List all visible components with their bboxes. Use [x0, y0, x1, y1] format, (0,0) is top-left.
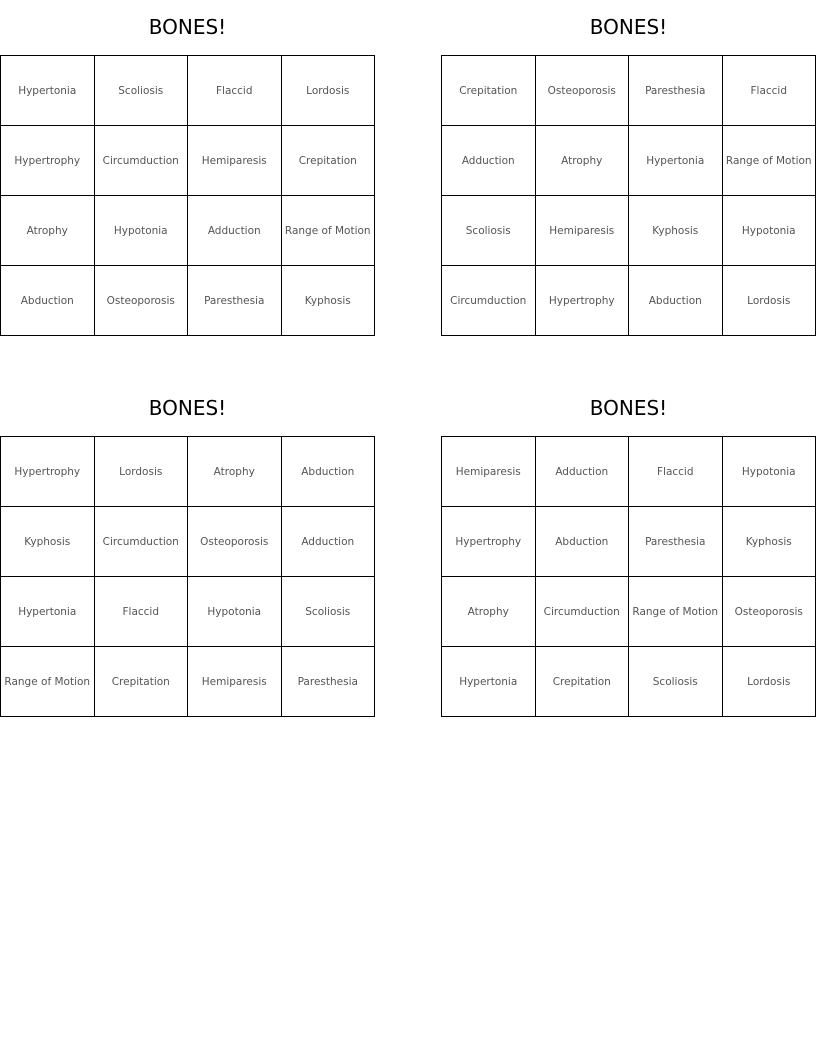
bingo-cell: Circumduction — [442, 266, 536, 336]
bingo-cell: Range of Motion — [629, 577, 723, 647]
bingo-cell: Atrophy — [442, 577, 536, 647]
bingo-cell: Hypertrophy — [442, 507, 536, 577]
card-title: BONES! — [148, 396, 227, 420]
card-title: BONES! — [589, 15, 668, 39]
bingo-cell: Paresthesia — [629, 507, 723, 577]
bingo-cell: Flaccid — [629, 437, 723, 507]
bingo-cell: Hemiparesis — [442, 437, 536, 507]
bingo-cell: Hypertrophy — [1, 437, 95, 507]
bingo-cell: Paresthesia — [188, 266, 282, 336]
bingo-cell: Adduction — [282, 507, 376, 577]
bingo-cell: Hypotonia — [188, 577, 282, 647]
bingo-cell: Range of Motion — [723, 126, 816, 196]
bingo-cell: Osteoporosis — [723, 577, 816, 647]
bingo-cell: Abduction — [282, 437, 376, 507]
bingo-grid — [441, 55, 816, 336]
bingo-card-1 — [0, 0, 375, 336]
bingo-grid — [0, 436, 375, 717]
bingo-cell: Circumduction — [95, 507, 189, 577]
bingo-cell: Circumduction — [95, 126, 189, 196]
bingo-cell: Hypertonia — [442, 647, 536, 717]
bingo-card-4 — [441, 381, 816, 717]
bingo-cell: Adduction — [188, 196, 282, 266]
bingo-cell: Adduction — [442, 126, 536, 196]
bingo-cell: Scoliosis — [282, 577, 376, 647]
bingo-cell: Hypotonia — [95, 196, 189, 266]
bingo-cell: Lordosis — [282, 56, 376, 126]
bingo-cell: Hypotonia — [723, 437, 816, 507]
bingo-cell: Scoliosis — [442, 196, 536, 266]
bingo-cell: Atrophy — [188, 437, 282, 507]
bingo-cell: Osteoporosis — [95, 266, 189, 336]
bingo-cell: Kyphosis — [282, 266, 376, 336]
bingo-card-2 — [441, 0, 816, 336]
bingo-cell: Adduction — [536, 437, 630, 507]
bingo-cell: Range of Motion — [282, 196, 376, 266]
bingo-cell: Flaccid — [723, 56, 816, 126]
bingo-cell: Paresthesia — [629, 56, 723, 126]
bingo-cell: Crepitation — [282, 126, 376, 196]
bingo-cell: Kyphosis — [1, 507, 95, 577]
bingo-cell: Abduction — [536, 507, 630, 577]
bingo-cell: Hypertonia — [629, 126, 723, 196]
card-title: BONES! — [589, 396, 668, 420]
bingo-cell: Scoliosis — [629, 647, 723, 717]
bingo-cell: Lordosis — [723, 266, 816, 336]
card-title: BONES! — [148, 15, 227, 39]
bingo-cell: Lordosis — [723, 647, 816, 717]
bingo-cell: Kyphosis — [629, 196, 723, 266]
bingo-cell: Osteoporosis — [536, 56, 630, 126]
bingo-cell: Atrophy — [536, 126, 630, 196]
bingo-cell: Hypertonia — [1, 577, 95, 647]
bingo-cell: Atrophy — [1, 196, 95, 266]
bingo-cell: Crepitation — [442, 56, 536, 126]
bingo-cell: Abduction — [1, 266, 95, 336]
bingo-cell: Paresthesia — [282, 647, 376, 717]
bingo-cell: Flaccid — [95, 577, 189, 647]
bingo-cell: Hypertrophy — [536, 266, 630, 336]
bingo-cell: Hypertrophy — [1, 126, 95, 196]
bingo-cell: Lordosis — [95, 437, 189, 507]
bingo-cell: Crepitation — [536, 647, 630, 717]
bingo-cell: Flaccid — [188, 56, 282, 126]
bingo-grid — [441, 436, 816, 717]
bingo-cell: Osteoporosis — [188, 507, 282, 577]
bingo-grid — [0, 55, 375, 336]
bingo-cell: Scoliosis — [95, 56, 189, 126]
bingo-card-3 — [0, 381, 375, 717]
bingo-cell: Hemiparesis — [188, 126, 282, 196]
bingo-cell: Hypertonia — [1, 56, 95, 126]
bingo-cell: Hypotonia — [723, 196, 816, 266]
bingo-cell: Kyphosis — [723, 507, 816, 577]
bingo-cell: Hemiparesis — [536, 196, 630, 266]
bingo-cell: Range of Motion — [1, 647, 95, 717]
bingo-cell: Hemiparesis — [188, 647, 282, 717]
bingo-cell: Abduction — [629, 266, 723, 336]
bingo-cell: Crepitation — [95, 647, 189, 717]
bingo-cell: Circumduction — [536, 577, 630, 647]
